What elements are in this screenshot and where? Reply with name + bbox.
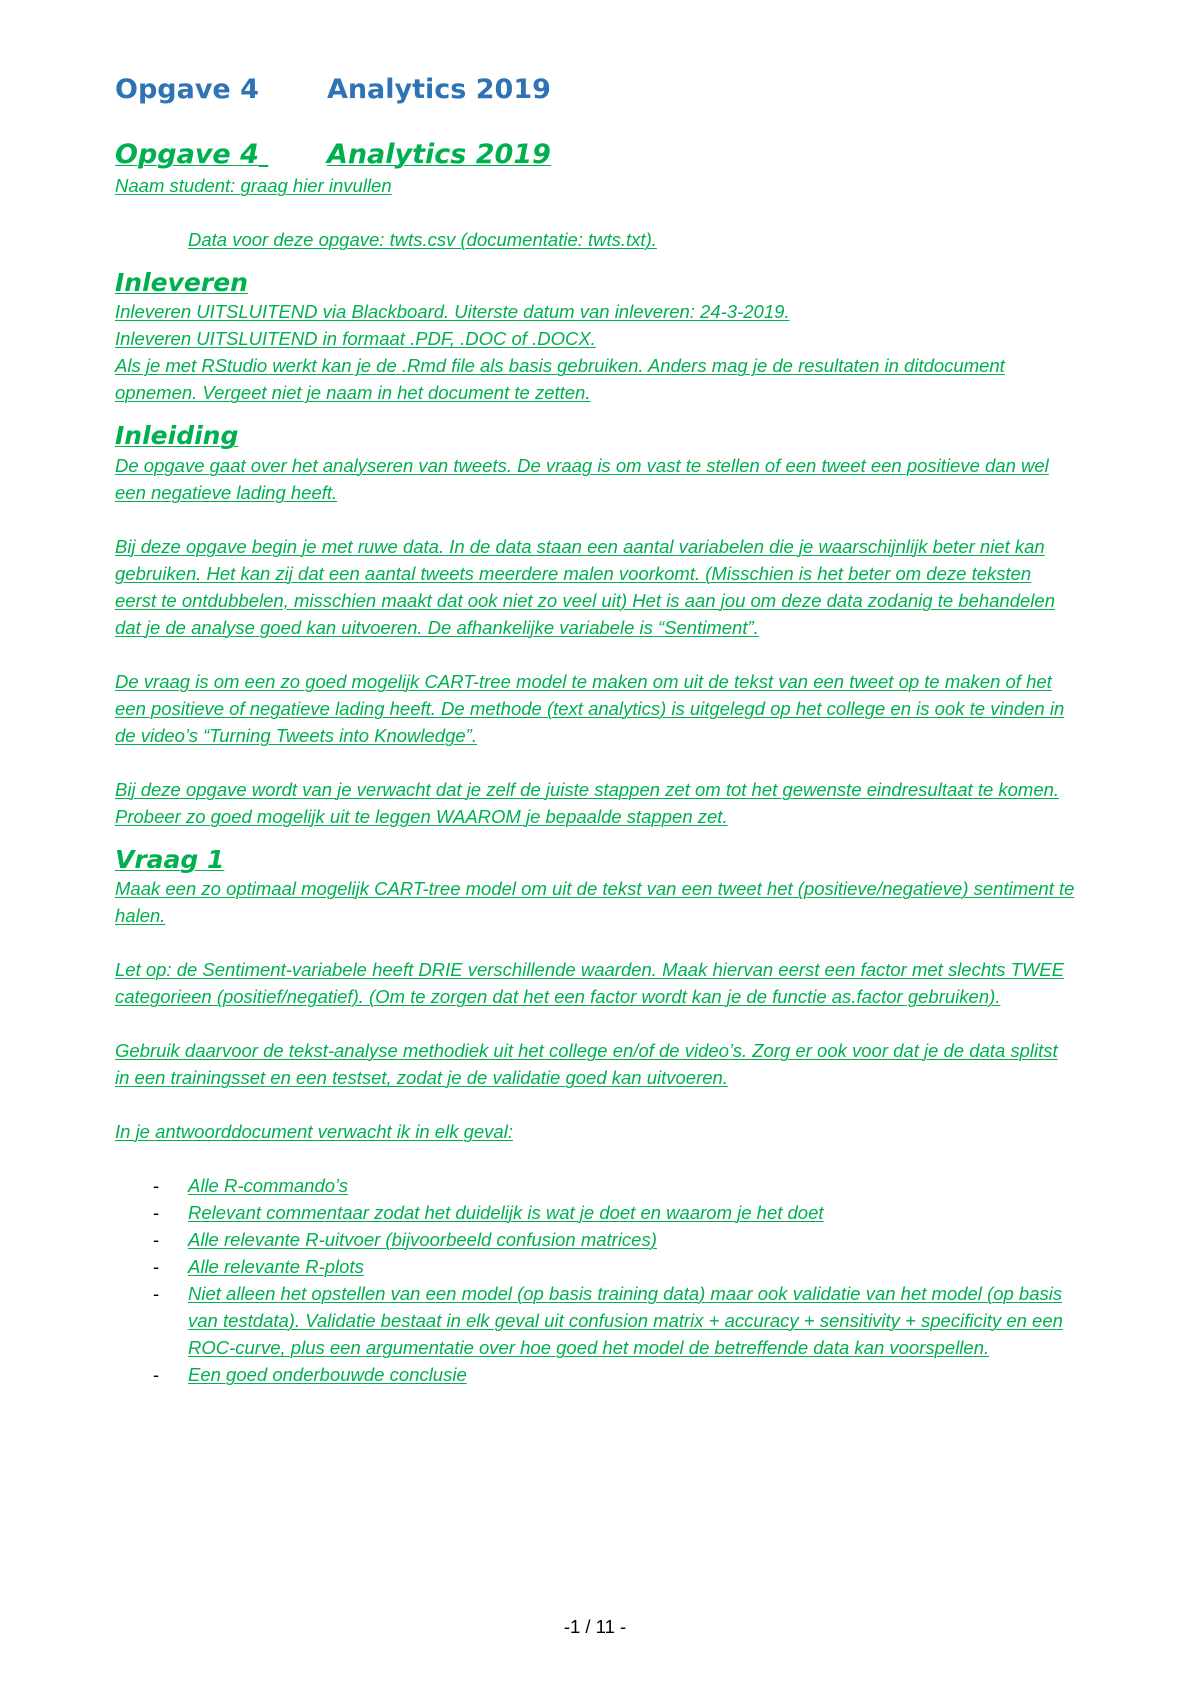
document-title: [115, 72, 1075, 107]
heading-vraag-1: Vraag 1: [115, 844, 225, 874]
inleiding-paragraph-1: De opgave gaat over het analyseren van tweets. De vraag is om vast te stellen of een tweet een positieve dan wel een negatieve lading heeft.: [115, 454, 1049, 503]
dash-bullet: -: [153, 1228, 160, 1250]
vraag1-paragraph-3: Gebruik daarvoor de tekst-analyse methodiek uit het college en/of de video’s. Zorg er ook voor dat je de data splitst in een trainingsset en een testset, zodat je de validatie goed kan uitvoeren.: [115, 1039, 1058, 1088]
list-item: - Een goed onderbouwde conclusie: [115, 1361, 1075, 1388]
heading-inleveren: Inleveren: [115, 268, 248, 298]
title-part2: Analytics 2019: [326, 74, 551, 105]
list-item: - Alle relevante R-plots: [115, 1253, 1075, 1280]
dash-bullet: -: [153, 1282, 160, 1304]
document-body: [115, 72, 1075, 1388]
dash-bullet: -: [153, 1255, 160, 1277]
vraag1-paragraph-1: Maak een zo optimaal mogelijk CART-tree model om uit de tekst van een tweet het (positieve/negatieve) sentiment te halen.: [115, 877, 1075, 926]
title-part1: Opgave 4: [115, 74, 259, 105]
dash-bullet: -: [153, 1201, 160, 1223]
inserted-title-part1: Opgave 4: [115, 139, 259, 171]
dash-bullet: -: [153, 1174, 160, 1196]
list-item: - Relevant commentaar zodat het duidelijk is wat je doet en waarom je het doet: [115, 1199, 1075, 1226]
inleveren-line-2: Inleveren UITSLUITEND in formaat .PDF, .DOC of .DOCX.: [115, 328, 596, 350]
heading-inleiding: Inleiding: [115, 421, 239, 451]
inleiding-paragraph-4: Bij deze opgave wordt van je verwacht dat je zelf de juiste stappen zet om tot het gewenste eindresultaat te komen. Probeer zo goed mogelijk uit te leggen WAAROM je bepaalde stappen zet.: [115, 778, 1060, 827]
inleveren-line-1: Inleveren UITSLUITEND via Blackboard. Uiterste datum van inleveren: 24-3-2019.: [115, 301, 790, 323]
inserted-title: [115, 137, 1075, 172]
requirements-list: [115, 1172, 1075, 1388]
page-number: -1 / 11 -: [563, 1616, 627, 1637]
vraag1-paragraph-4: In je antwoorddocument verwacht ik in elk geval:: [115, 1120, 513, 1142]
student-name-line: Naam student: graag hier invullen: [115, 175, 392, 197]
inleveren-line-3: Als je met RStudio werkt kan je de .Rmd file als basis gebruiken. Anders mag je de resultaten in ditdocument opnemen. Vergeet niet je naam in het document te zetten.: [115, 355, 1005, 404]
inleiding-paragraph-3: De vraag is om een zo goed mogelijk CART-tree model te maken om uit de tekst van een tweet op te maken of het een positieve of negatieve lading heeft. De methode (text analytics) is uitgelegd op het college en is ook te vinden in de video’s “Turning Tweets into Knowledge”.: [115, 670, 1065, 746]
inleiding-paragraph-2: Bij deze opgave begin je met ruwe data. In de data staan een aantal variabelen die je waarschijnlijk beter niet kan gebruiken. Het kan zij dat een aantal tweets meerdere malen voorkomt. (Misschien is het beter om deze teksten eerst te ontdubbelen, misschien maakt dat ook niet zo veel uit) Het is aan jou om deze data zodanig te behandelen dat je de analyse goed kan uitvoeren. De afhankelijke variabele is “Sentiment”.: [115, 535, 1055, 638]
dash-bullet: -: [153, 1363, 160, 1385]
inserted-title-part2: Analytics 2019: [326, 139, 551, 171]
list-item: - Niet alleen het opstellen van een model (op basis training data) maar ook validatie van het model (op basis van testdata). Validatie bestaat in elk geval uit confusion matrix + accuracy + sensitivity + specificity en een ROC-curve, plus een argumentatie over hoe goed het model de betreffende data kan voorspellen.: [115, 1280, 1075, 1361]
vraag1-paragraph-2: Let op: de Sentiment-variabele heeft DRIE verschillende waarden. Maak hiervan eerst een factor met slechts TWEE categorieen (positief/negatief). (Om te zorgen dat het een factor wordt kan je de functie as.factor gebruiken).: [115, 958, 1065, 1007]
list-item: - Alle R-commando’s: [115, 1172, 1075, 1199]
data-source-line: Data voor deze opgave: twts.csv (documentatie: twts.txt).: [188, 229, 657, 251]
list-item: - Alle relevante R-uitvoer (bijvoorbeeld confusion matrices): [115, 1226, 1075, 1253]
